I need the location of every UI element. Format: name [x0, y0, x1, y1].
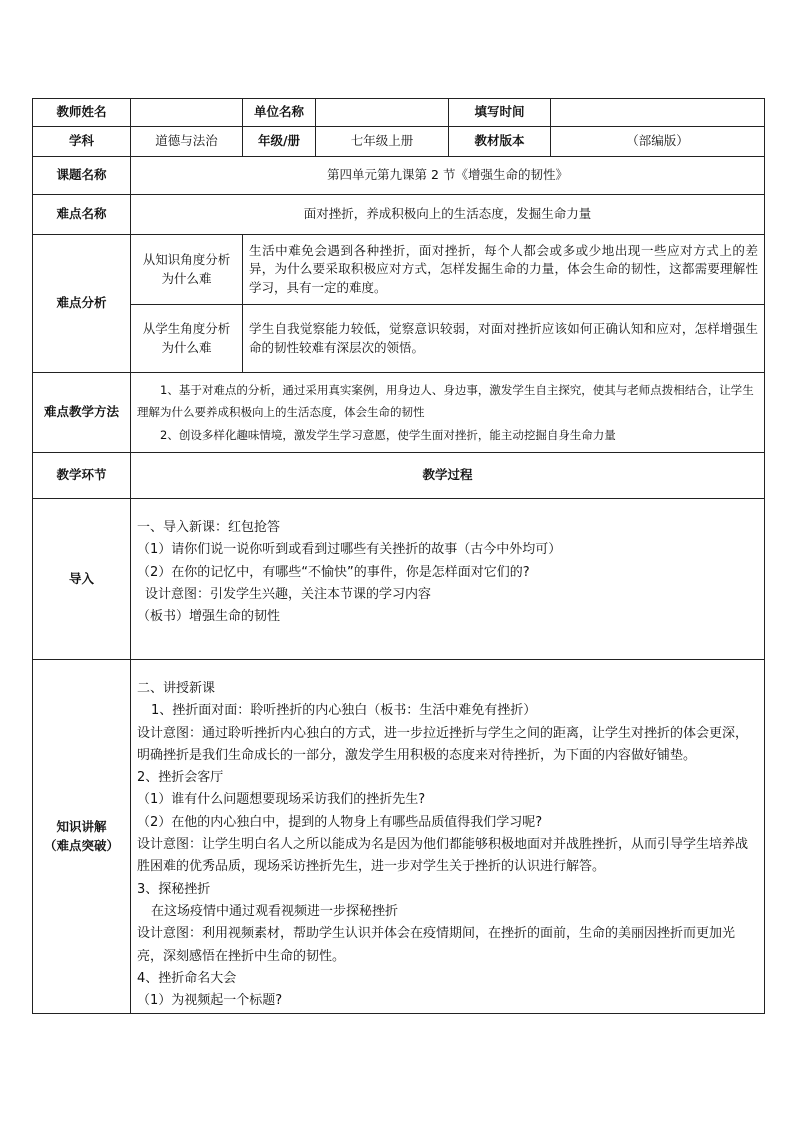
knowledge-angle-label: 从知识角度分析为什么难: [131, 235, 243, 305]
topic-row: [33, 157, 765, 195]
header-row-1: [33, 99, 765, 127]
method-item-2: 2、创设多样化趣味情境，激发学生学习意愿，使学生面对挫折，能主动挖掘自身生命力量: [160, 427, 616, 442]
knowledge-label-cell: [33, 660, 131, 1014]
knowledge-angle-text: 生活中难免会遇到各种挫折，面对挫折，每个人都会或多或少地出现一些应对方式上的差异，为什么要采取积极应对方式，怎样发掘生命的力量，体会生命的韧性，这都需要理解性学习，具有一定的难度。: [243, 235, 765, 305]
analysis-row-knowledge: [33, 235, 765, 305]
analysis-row-student: [33, 305, 765, 373]
edition-value: （部编版）: [551, 127, 765, 157]
time-label: 填写时间: [449, 99, 551, 127]
knowledge-line-3: 设计意图：通过聆听挫折内心独白的方式，进一步拉近挫折与学生之间的距离，让学生对挫折的体会更深，明确挫折是我们生命成长的一部分，激发学生用积极的态度来对待挫折，为下面的内容做好铺垫。: [137, 725, 749, 763]
knowledge-line-6: （2）在他的内心独白中，提到的人物身上有哪些品质值得我们学习呢?: [137, 814, 543, 830]
difficulty-label: 难点名称: [33, 195, 131, 235]
knowledge-content: [131, 660, 765, 1014]
knowledge-line-2: 1、挫折面对面：聆听挫折的内心独白（板书：生活中难免有挫折）: [151, 703, 537, 719]
grade-label: 年级/册: [243, 127, 316, 157]
intro-line-4: 设计意图：引发学生兴趣，关注本节课的学习内容: [145, 586, 432, 602]
process-label: 教学过程: [131, 453, 765, 499]
knowledge-line-8: 3、探秘挫折: [137, 881, 211, 897]
teacher-value: [131, 99, 243, 127]
knowledge-line-10: 设计意图：利用视频素材，帮助学生认识并体会在疫情期间，在挫折的面前，生命的美丽因挫折而更加光亮，深刻感悟在挫折中生命的韧性。: [137, 926, 736, 964]
knowledge-label-sub: （难点突破）: [43, 837, 119, 853]
student-angle-label: 从学生角度分析为什么难: [131, 305, 243, 373]
knowledge-line-1: 二、讲授新课: [137, 681, 216, 696]
difficulty-value: 面对挫折，养成积极向上的生活态度，发掘生命力量: [131, 195, 765, 235]
intro-row: [33, 499, 765, 660]
knowledge-line-9: 在这场疫情中通过观看视频进一步探秘挫折: [151, 903, 399, 919]
grade-value: 七年级上册: [316, 127, 449, 157]
method-content: [131, 373, 765, 453]
topic-label: 课题名称: [33, 157, 131, 195]
difficulty-row: [33, 195, 765, 235]
edition-label: 教材版本: [449, 127, 551, 157]
intro-line-5: （板书）增强生命的韧性: [137, 609, 281, 625]
knowledge-line-7: 设计意图：让学生明白名人之所以能成为名是因为他们都能够积极地面对并战胜挫折，从而引导学生培养战胜困难的优秀品质，现场采访挫折先生，进一步对学生关于挫折的认识进行解答。: [137, 837, 749, 875]
method-item-1: 1、基于对难点的分析，通过采用真实案例，用身边人、身边事，激发学生自主探究，使其与老师点拨相结合，让学生理解为什么要养成积极向上的生活态度，体会生命的韧性: [137, 382, 754, 420]
header-row-2: [33, 127, 765, 157]
teacher-label: 教师姓名: [33, 99, 131, 127]
intro-line-3: （2）在你的记忆中，有哪些“不愉快”的事件，你是怎样面对它们的?: [137, 564, 530, 580]
knowledge-line-4: 2、挫折会客厅: [137, 770, 224, 786]
subject-label: 学科: [33, 127, 131, 157]
knowledge-label: 知识讲解: [56, 819, 107, 835]
intro-label: 导入: [33, 499, 131, 660]
intro-line-2: （1）请你们说一说你听到或看到过哪些有关挫折的故事（古今中外均可）: [137, 542, 562, 558]
topic-value: 第四单元第九课第 2 节《增强生命的韧性》: [131, 157, 765, 195]
student-angle-text: 学生自我觉察能力较低，觉察意识较弱，对面对挫折应该如何正确认知和应对，怎样增强生命的韧性较难有深层次的领悟。: [243, 305, 765, 373]
knowledge-line-5: （1）谁有什么问题想要现场采访我们的挫折先生?: [137, 792, 426, 808]
method-row: [33, 373, 765, 453]
knowledge-line-11: 4、挫折命名大会: [137, 970, 237, 986]
process-header-row: [33, 453, 765, 499]
stage-label: 教学环节: [33, 453, 131, 499]
time-value: [551, 99, 765, 127]
unit-value: [316, 99, 449, 127]
unit-label: 单位名称: [243, 99, 316, 127]
intro-line-1: 一、导入新课：红包抢答: [137, 520, 281, 535]
method-label: 难点教学方法: [33, 373, 131, 453]
intro-content: [131, 499, 765, 660]
lesson-plan-table: [32, 98, 765, 1014]
subject-value: 道德与法治: [131, 127, 243, 157]
knowledge-line-12: （1）为视频起一个标题?: [137, 993, 283, 1009]
knowledge-row: [33, 660, 765, 1014]
analysis-label: 难点分析: [33, 235, 131, 373]
